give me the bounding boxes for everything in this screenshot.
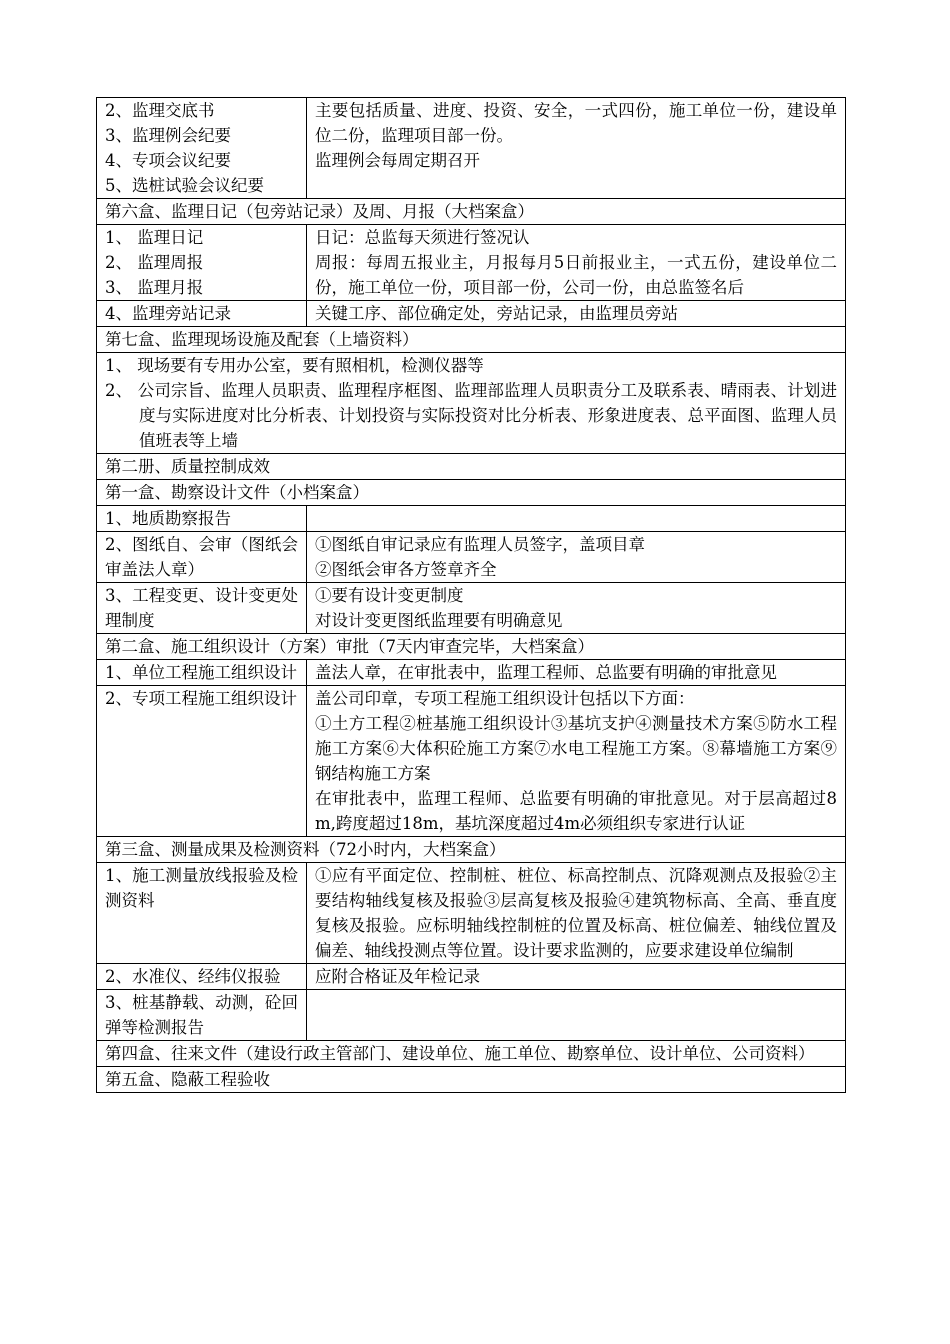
requirement-text: 关键工序、部位确定处，旁站记录，由监理员旁站 bbox=[315, 304, 678, 323]
item-cell bbox=[97, 686, 307, 837]
list-item: 2、 公司宗旨、监理人员职责、监理程序框图、监理部监理人员职责分工及联系表、晴雨表、计划进度与实际进度对比分析表、计划投资与实际投资对比分析表、形象进度表、总平面图、监理人员值班表等上墙 bbox=[105, 381, 837, 450]
requirement-text: 对设计变更图纸监理要有明确意见 bbox=[315, 611, 563, 630]
requirement-text: 日记：总监每天须进行签况认 bbox=[315, 228, 530, 247]
table-row bbox=[97, 863, 846, 964]
requirement-cell bbox=[307, 583, 846, 634]
document-page bbox=[96, 97, 846, 1093]
requirement-text: 应附合格证及年检记录 bbox=[315, 967, 480, 986]
section-header-cell: 第五盒、隐蔽工程验收 bbox=[97, 1067, 846, 1093]
requirement-text: ①应有平面定位、控制桩、桩位、标高控制点、沉降观测点及报验②主要结构轴线复核及报验③层高复核及报验④建筑物标高、全高、垂直度复核及报验。应标明轴线控制桩的位置及标高、桩位偏差、轴线位置及偏差、轴线投测点等位置。设计要求监测的，应要求建设单位编制 bbox=[315, 866, 837, 960]
item-label: 5、选桩试验会议纪要 bbox=[105, 176, 264, 195]
item-cell bbox=[97, 863, 307, 964]
section-header-cell: 第一盒、勘察设计文件（小档案盒） bbox=[97, 480, 846, 506]
section-header-cell: 第二盒、施工组织设计（方案）审批（7天内审查完毕，大档案盒） bbox=[97, 634, 846, 660]
item-label: 1、单位工程施工组织设计 bbox=[105, 663, 297, 682]
item-label: 3、工程变更、设计变更处理制度 bbox=[105, 586, 298, 630]
item-cell bbox=[97, 660, 307, 686]
requirement-cell bbox=[307, 686, 846, 837]
table-row bbox=[97, 583, 846, 634]
requirement-text: 主要包括质量、进度、投资、安全，一式四份，施工单位一份，建设单位二份，监理项目部一份。 bbox=[315, 101, 837, 145]
requirement-cell bbox=[307, 301, 846, 327]
requirement-text: ①要有设计变更制度 bbox=[315, 586, 464, 605]
table-row bbox=[97, 506, 846, 532]
item-cell bbox=[97, 964, 307, 990]
table-row bbox=[97, 990, 846, 1041]
item-label: 2、专项工程施工组织设计 bbox=[105, 689, 297, 708]
table-row bbox=[97, 532, 846, 583]
table-row bbox=[97, 327, 846, 353]
requirement-cell bbox=[307, 225, 846, 301]
requirement-text: 周报：每周五报业主，月报每月5日前报业主，一式五份，建设单位二份，施工单位一份，项目部一份，公司一份，由总监签名后 bbox=[315, 253, 837, 297]
item-label: 1、 监理日记 bbox=[105, 228, 204, 247]
item-label: 3、监理例会纪要 bbox=[105, 126, 231, 145]
item-label: 4、专项会议纪要 bbox=[105, 151, 231, 170]
item-cell bbox=[97, 532, 307, 583]
requirement-text: 在审批表中，监理工程师、总监要有明确的审批意见。对于层高超过8m,跨度超过18m，基坑深度超过4m必须组织专家进行认证 bbox=[315, 789, 837, 833]
table-row bbox=[97, 353, 846, 454]
section-header-cell: 第六盒、监理日记（包旁站记录）及周、月报（大档案盒） bbox=[97, 199, 846, 225]
archive-table bbox=[96, 97, 846, 1093]
requirement-cell bbox=[307, 506, 846, 532]
item-cell bbox=[97, 301, 307, 327]
item-label: 2、 监理周报 bbox=[105, 253, 204, 272]
archive-table-body bbox=[97, 98, 846, 1093]
requirement-text: ②图纸会审各方签章齐全 bbox=[315, 560, 497, 579]
table-row bbox=[97, 454, 846, 480]
item-label: 2、监理交底书 bbox=[105, 101, 215, 120]
requirement-cell bbox=[307, 964, 846, 990]
table-row bbox=[97, 1067, 846, 1093]
requirement-text: 盖公司印章，专项工程施工组织设计包括以下方面： bbox=[315, 689, 695, 708]
item-cell bbox=[97, 990, 307, 1041]
item-label: 2、图纸自、会审（图纸会审盖法人章） bbox=[105, 535, 298, 579]
item-label: 1、施工测量放线报验及检测资料 bbox=[105, 866, 298, 910]
section-header-cell: 第二册、质量控制成效 bbox=[97, 454, 846, 480]
item-label: 2、水准仪、经纬仪报验 bbox=[105, 967, 281, 986]
item-cell bbox=[97, 583, 307, 634]
list-cell bbox=[97, 353, 846, 454]
item-cell bbox=[97, 225, 307, 301]
table-row bbox=[97, 480, 846, 506]
requirement-text: ①图纸自审记录应有监理人员签字，盖项目章 bbox=[315, 535, 645, 554]
requirement-text: ①土方工程②桩基施工组织设计③基坑支护④测量技术方案⑤防水工程施工方案⑥大体积砼施工方案⑦水电工程施工方案。⑧幕墙施工方案⑨钢结构施工方案 bbox=[315, 714, 837, 783]
item-cell bbox=[97, 506, 307, 532]
requirement-text: 盖法人章，在审批表中，监理工程师、总监要有明确的审批意见 bbox=[315, 663, 777, 682]
requirement-cell bbox=[307, 863, 846, 964]
table-row bbox=[97, 98, 846, 199]
section-header-cell: 第四盒、往来文件（建设行政主管部门、建设单位、施工单位、勘察单位、设计单位、公司资料） bbox=[97, 1041, 846, 1067]
requirement-cell bbox=[307, 532, 846, 583]
requirement-text: 监理例会每周定期召开 bbox=[315, 151, 480, 170]
requirement-cell bbox=[307, 990, 846, 1041]
item-label: 3、 监理月报 bbox=[105, 278, 204, 297]
list-item: 1、 现场要有专用办公室，要有照相机，检测仪器等 bbox=[105, 356, 484, 375]
section-header-cell: 第七盒、监理现场设施及配套（上墙资料） bbox=[97, 327, 846, 353]
item-label: 3、桩基静载、动测，砼回弹等检测报告 bbox=[105, 993, 298, 1037]
item-cell bbox=[97, 98, 307, 199]
table-row bbox=[97, 837, 846, 863]
table-row bbox=[97, 686, 846, 837]
table-row bbox=[97, 199, 846, 225]
item-label: 4、监理旁站记录 bbox=[105, 304, 231, 323]
item-label: 1、地质勘察报告 bbox=[105, 509, 231, 528]
table-row bbox=[97, 1041, 846, 1067]
table-row bbox=[97, 660, 846, 686]
table-row bbox=[97, 964, 846, 990]
table-row bbox=[97, 634, 846, 660]
requirement-cell bbox=[307, 98, 846, 199]
table-row bbox=[97, 225, 846, 301]
section-header-cell: 第三盒、测量成果及检测资料（72小时内，大档案盒） bbox=[97, 837, 846, 863]
requirement-cell bbox=[307, 660, 846, 686]
table-row bbox=[97, 301, 846, 327]
